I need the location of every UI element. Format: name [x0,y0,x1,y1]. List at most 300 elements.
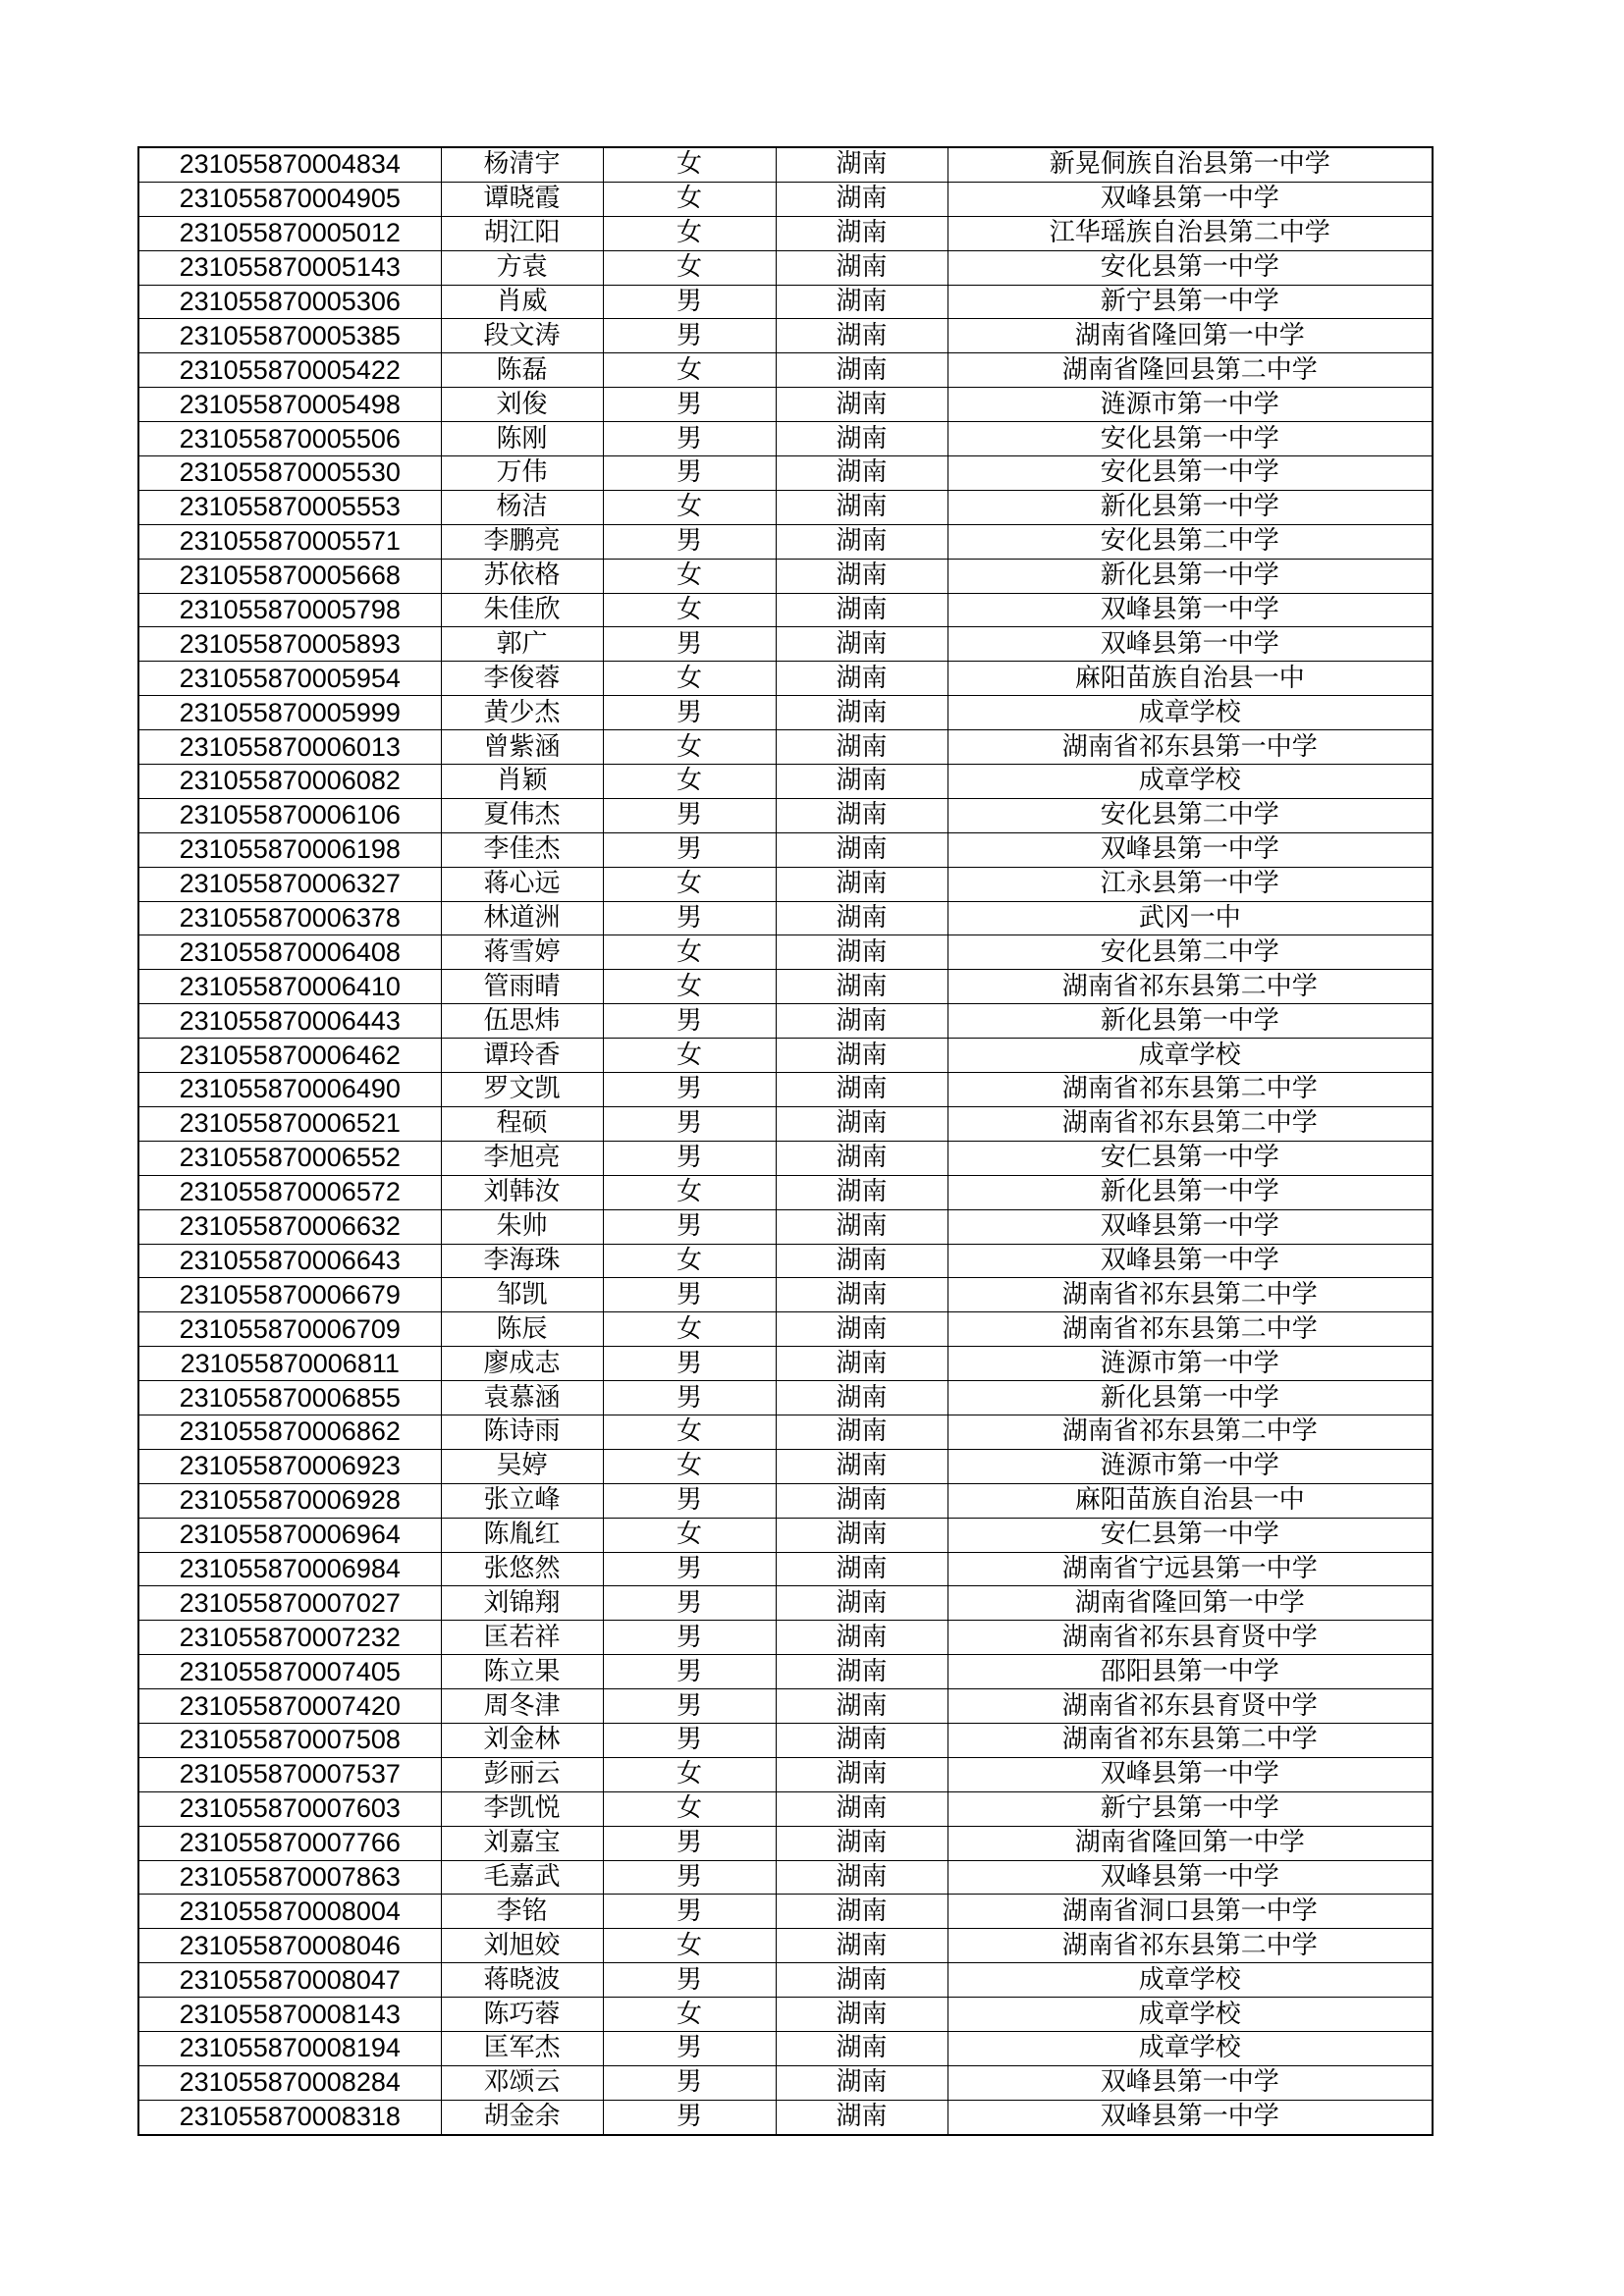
province-cell: 湖南 [776,1141,947,1175]
gender-cell: 女 [603,147,776,182]
table-row [138,1518,1433,1552]
gender-cell: 男 [603,1655,776,1689]
candidate-id-cell: 231055870007766 [138,1826,441,1860]
candidate-id-cell: 231055870008143 [138,1998,441,2032]
candidate-id-cell: 231055870004905 [138,182,441,216]
student-name-cell: 方袁 [441,250,603,285]
school-cell: 湖南省祁东县第二中学 [947,1278,1433,1312]
school-cell: 双峰县第一中学 [947,2100,1433,2134]
gender-cell: 女 [603,935,776,970]
gender-cell: 男 [603,1209,776,1244]
student-name-cell: 李铭 [441,1895,603,1929]
table-row [138,765,1433,799]
student-name-cell: 李凯悦 [441,1791,603,1826]
table-row [138,2065,1433,2100]
school-cell: 安化县第二中学 [947,798,1433,832]
province-cell: 湖南 [776,353,947,388]
student-name-cell: 曾紫涵 [441,730,603,765]
student-name-cell: 陈诗雨 [441,1415,603,1449]
table-row [138,1449,1433,1483]
school-cell: 湖南省隆回第一中学 [947,1826,1433,1860]
province-cell: 湖南 [776,1998,947,2032]
table-row [138,2100,1433,2134]
gender-cell: 男 [603,1483,776,1518]
gender-cell: 女 [603,1929,776,1963]
student-name-cell: 李俊蓉 [441,662,603,696]
table-row [138,593,1433,627]
province-cell: 湖南 [776,1723,947,1757]
candidate-id-cell: 231055870006013 [138,730,441,765]
gender-cell: 男 [603,524,776,559]
school-cell: 湖南省祁东县第二中学 [947,1929,1433,1963]
table-row [138,1963,1433,1998]
school-cell: 新晃侗族自治县第一中学 [947,147,1433,182]
table-row [138,1655,1433,1689]
school-cell: 涟源市第一中学 [947,1449,1433,1483]
school-cell: 武冈一中 [947,901,1433,935]
province-cell: 湖南 [776,662,947,696]
candidate-id-cell: 231055870005530 [138,456,441,491]
province-cell: 湖南 [776,2100,947,2134]
candidate-id-cell: 231055870005668 [138,559,441,593]
candidate-id-cell: 231055870005571 [138,524,441,559]
table-row [138,319,1433,353]
school-cell: 安化县第一中学 [947,250,1433,285]
school-cell: 新化县第一中学 [947,1175,1433,1209]
candidate-id-cell: 231055870006923 [138,1449,441,1483]
table-row [138,832,1433,867]
province-cell: 湖南 [776,524,947,559]
province-cell: 湖南 [776,593,947,627]
student-name-cell: 谭玲香 [441,1039,603,1073]
school-cell: 湖南省隆回县第二中学 [947,353,1433,388]
province-cell: 湖南 [776,1689,947,1724]
school-cell: 邵阳县第一中学 [947,1655,1433,1689]
gender-cell: 男 [603,901,776,935]
school-cell: 双峰县第一中学 [947,1757,1433,1791]
table-row [138,524,1433,559]
student-name-cell: 肖颖 [441,765,603,799]
province-cell: 湖南 [776,1312,947,1347]
school-cell: 双峰县第一中学 [947,832,1433,867]
table-row [138,1209,1433,1244]
gender-cell: 男 [603,1141,776,1175]
province-cell: 湖南 [776,319,947,353]
candidate-id-cell: 231055870006862 [138,1415,441,1449]
school-cell: 双峰县第一中学 [947,1244,1433,1278]
student-name-cell: 刘嘉宝 [441,1826,603,1860]
province-cell: 湖南 [776,490,947,524]
table-row [138,559,1433,593]
school-cell: 湖南省祁东县第二中学 [947,1073,1433,1107]
student-name-cell: 杨洁 [441,490,603,524]
gender-cell: 男 [603,2065,776,2100]
student-name-cell: 苏依格 [441,559,603,593]
candidate-id-cell: 231055870008318 [138,2100,441,2134]
province-cell: 湖南 [776,1518,947,1552]
candidate-id-cell: 231055870005306 [138,285,441,319]
student-name-cell: 陈巧蓉 [441,1998,603,2032]
candidate-id-cell: 231055870007420 [138,1689,441,1724]
table-row [138,1312,1433,1347]
student-name-cell: 刘韩汝 [441,1175,603,1209]
gender-cell: 男 [603,1723,776,1757]
student-name-cell: 蒋雪婷 [441,935,603,970]
table-row [138,1757,1433,1791]
school-cell: 新化县第一中学 [947,1004,1433,1039]
province-cell: 湖南 [776,2065,947,2100]
table-row [138,901,1433,935]
candidate-id-cell: 231055870005553 [138,490,441,524]
table-row [138,1073,1433,1107]
table-row [138,456,1433,491]
table-row [138,353,1433,388]
student-name-cell: 陈刚 [441,422,603,456]
student-name-cell: 张立峰 [441,1483,603,1518]
province-cell: 湖南 [776,285,947,319]
table-row [138,285,1433,319]
student-name-cell: 陈胤红 [441,1518,603,1552]
school-cell: 湖南省隆回第一中学 [947,1586,1433,1621]
table-row [138,1621,1433,1655]
student-name-cell: 陈立果 [441,1655,603,1689]
candidate-id-cell: 231055870005954 [138,662,441,696]
table-row [138,1552,1433,1586]
gender-cell: 女 [603,765,776,799]
school-cell: 双峰县第一中学 [947,1209,1433,1244]
candidate-id-cell: 231055870006572 [138,1175,441,1209]
gender-cell: 男 [603,1073,776,1107]
table-row [138,970,1433,1004]
province-cell: 湖南 [776,1106,947,1141]
province-cell: 湖南 [776,832,947,867]
school-cell: 安化县第一中学 [947,422,1433,456]
gender-cell: 男 [603,1552,776,1586]
student-name-cell: 程硕 [441,1106,603,1141]
province-cell: 湖南 [776,388,947,422]
gender-cell: 女 [603,216,776,250]
school-cell: 双峰县第一中学 [947,593,1433,627]
candidate-id-cell: 231055870006552 [138,1141,441,1175]
table-row [138,1483,1433,1518]
table-row [138,662,1433,696]
student-name-cell: 廖成志 [441,1347,603,1381]
candidate-id-cell: 231055870005143 [138,250,441,285]
province-cell: 湖南 [776,559,947,593]
province-cell: 湖南 [776,765,947,799]
school-cell: 新化县第一中学 [947,1381,1433,1415]
gender-cell: 男 [603,1621,776,1655]
province-cell: 湖南 [776,1381,947,1415]
table-row [138,1895,1433,1929]
gender-cell: 女 [603,1518,776,1552]
student-name-cell: 蒋晓波 [441,1963,603,1998]
school-cell: 成章学校 [947,1963,1433,1998]
province-cell: 湖南 [776,935,947,970]
candidate-id-cell: 231055870006964 [138,1518,441,1552]
gender-cell: 男 [603,285,776,319]
gender-cell: 男 [603,1826,776,1860]
school-cell: 成章学校 [947,696,1433,730]
gender-cell: 男 [603,319,776,353]
candidate-id-cell: 231055870006327 [138,867,441,901]
gender-cell: 男 [603,832,776,867]
table-row [138,1929,1433,1963]
gender-cell: 男 [603,1347,776,1381]
table-row [138,798,1433,832]
student-name-cell: 黄少杰 [441,696,603,730]
candidate-id-cell: 231055870007537 [138,1757,441,1791]
province-cell: 湖南 [776,627,947,662]
province-cell: 湖南 [776,696,947,730]
province-cell: 湖南 [776,1244,947,1278]
gender-cell: 女 [603,1998,776,2032]
student-name-cell: 周冬津 [441,1689,603,1724]
gender-cell: 男 [603,1689,776,1724]
table-row [138,422,1433,456]
student-name-cell: 管雨晴 [441,970,603,1004]
candidate-id-cell: 231055870007863 [138,1860,441,1895]
student-name-cell: 谭晓霞 [441,182,603,216]
gender-cell: 男 [603,1004,776,1039]
gender-cell: 男 [603,798,776,832]
school-cell: 安仁县第一中学 [947,1141,1433,1175]
gender-cell: 男 [603,1106,776,1141]
school-cell: 涟源市第一中学 [947,388,1433,422]
province-cell: 湖南 [776,798,947,832]
candidate-id-cell: 231055870006490 [138,1073,441,1107]
gender-cell: 女 [603,1415,776,1449]
gender-cell: 女 [603,1791,776,1826]
table-row [138,182,1433,216]
candidate-id-cell: 231055870007027 [138,1586,441,1621]
province-cell: 湖南 [776,216,947,250]
candidate-id-cell: 231055870006082 [138,765,441,799]
table-row [138,1860,1433,1895]
school-cell: 安仁县第一中学 [947,1518,1433,1552]
student-name-cell: 吴婷 [441,1449,603,1483]
candidate-id-cell: 231055870006106 [138,798,441,832]
school-cell: 湖南省祁东县育贤中学 [947,1689,1433,1724]
student-name-cell: 杨清宇 [441,147,603,182]
province-cell: 湖南 [776,1039,947,1073]
student-name-cell: 刘金林 [441,1723,603,1757]
student-name-cell: 郭广 [441,627,603,662]
student-name-cell: 胡金余 [441,2100,603,2134]
student-name-cell: 罗文凯 [441,1073,603,1107]
table-row [138,147,1433,182]
table-row [138,1141,1433,1175]
student-name-cell: 邹凯 [441,1278,603,1312]
student-name-cell: 肖威 [441,285,603,319]
province-cell: 湖南 [776,2031,947,2065]
province-cell: 湖南 [776,1347,947,1381]
gender-cell: 男 [603,422,776,456]
student-name-cell: 刘俊 [441,388,603,422]
candidate-id-cell: 231055870006462 [138,1039,441,1073]
school-cell: 麻阳苗族自治县一中 [947,1483,1433,1518]
province-cell: 湖南 [776,182,947,216]
school-cell: 双峰县第一中学 [947,2065,1433,2100]
table-row [138,867,1433,901]
gender-cell: 女 [603,662,776,696]
table-row [138,730,1433,765]
school-cell: 成章学校 [947,1039,1433,1073]
gender-cell: 女 [603,867,776,901]
student-name-cell: 夏伟杰 [441,798,603,832]
table-row [138,1381,1433,1415]
student-name-cell: 朱佳欣 [441,593,603,627]
candidate-id-cell: 231055870005012 [138,216,441,250]
student-name-cell: 胡江阳 [441,216,603,250]
candidate-id-cell: 231055870006378 [138,901,441,935]
gender-cell: 女 [603,1175,776,1209]
province-cell: 湖南 [776,901,947,935]
student-name-cell: 彭丽云 [441,1757,603,1791]
gender-cell: 男 [603,1963,776,1998]
table-row [138,1004,1433,1039]
gender-cell: 男 [603,1381,776,1415]
school-cell: 湖南省宁远县第一中学 [947,1552,1433,1586]
school-cell: 湖南省祁东县第二中学 [947,1312,1433,1347]
province-cell: 湖南 [776,1963,947,1998]
province-cell: 湖南 [776,1278,947,1312]
table-row [138,1278,1433,1312]
gender-cell: 女 [603,593,776,627]
gender-cell: 女 [603,182,776,216]
school-cell: 安化县第二中学 [947,524,1433,559]
province-cell: 湖南 [776,1621,947,1655]
gender-cell: 女 [603,1757,776,1791]
gender-cell: 女 [603,250,776,285]
candidate-id-cell: 231055870005893 [138,627,441,662]
student-name-cell: 陈磊 [441,353,603,388]
province-cell: 湖南 [776,970,947,1004]
school-cell: 江华瑶族自治县第二中学 [947,216,1433,250]
gender-cell: 女 [603,490,776,524]
student-name-cell: 伍思炜 [441,1004,603,1039]
table-row [138,1347,1433,1381]
candidate-id-cell: 231055870006521 [138,1106,441,1141]
school-cell: 新化县第一中学 [947,559,1433,593]
student-name-cell: 邓颂云 [441,2065,603,2100]
candidate-id-cell: 231055870005385 [138,319,441,353]
candidate-id-cell: 231055870005506 [138,422,441,456]
gender-cell: 男 [603,696,776,730]
province-cell: 湖南 [776,1895,947,1929]
school-cell: 江永县第一中学 [947,867,1433,901]
school-cell: 湖南省洞口县第一中学 [947,1895,1433,1929]
table-row [138,1689,1433,1724]
province-cell: 湖南 [776,1175,947,1209]
province-cell: 湖南 [776,1449,947,1483]
province-cell: 湖南 [776,456,947,491]
school-cell: 涟源市第一中学 [947,1347,1433,1381]
table-row [138,1791,1433,1826]
student-name-cell: 李海珠 [441,1244,603,1278]
table-row [138,2031,1433,2065]
gender-cell: 男 [603,1895,776,1929]
school-cell: 双峰县第一中学 [947,627,1433,662]
school-cell: 湖南省祁东县第二中学 [947,1723,1433,1757]
province-cell: 湖南 [776,1860,947,1895]
table-row [138,1998,1433,2032]
candidate-id-cell: 231055870008284 [138,2065,441,2100]
province-cell: 湖南 [776,867,947,901]
province-cell: 湖南 [776,1073,947,1107]
gender-cell: 男 [603,456,776,491]
candidate-id-cell: 231055870006984 [138,1552,441,1586]
gender-cell: 女 [603,559,776,593]
table-row [138,696,1433,730]
candidate-id-cell: 231055870006408 [138,935,441,970]
school-cell: 湖南省祁东县第二中学 [947,970,1433,1004]
school-cell: 成章学校 [947,2031,1433,2065]
province-cell: 湖南 [776,730,947,765]
candidate-id-cell: 231055870006928 [138,1483,441,1518]
candidate-id-cell: 231055870005498 [138,388,441,422]
table-row [138,1244,1433,1278]
student-name-cell: 段文涛 [441,319,603,353]
student-name-cell: 蒋心远 [441,867,603,901]
province-cell: 湖南 [776,1483,947,1518]
candidate-id-cell: 231055870006643 [138,1244,441,1278]
table-row [138,490,1433,524]
gender-cell: 男 [603,1860,776,1895]
province-cell: 湖南 [776,250,947,285]
candidate-id-cell: 231055870006410 [138,970,441,1004]
candidate-id-cell: 231055870006198 [138,832,441,867]
candidate-id-cell: 231055870008194 [138,2031,441,2065]
candidate-id-cell: 231055870006855 [138,1381,441,1415]
student-name-cell: 毛嘉武 [441,1860,603,1895]
roster-table [137,146,1434,2136]
gender-cell: 女 [603,730,776,765]
candidate-id-cell: 231055870006632 [138,1209,441,1244]
school-cell: 湖南省祁东县第一中学 [947,730,1433,765]
table-row [138,388,1433,422]
province-cell: 湖南 [776,1004,947,1039]
gender-cell: 女 [603,1244,776,1278]
province-cell: 湖南 [776,1209,947,1244]
school-cell: 安化县第一中学 [947,456,1433,491]
school-cell: 湖南省隆回第一中学 [947,319,1433,353]
school-cell: 安化县第二中学 [947,935,1433,970]
school-cell: 新宁县第一中学 [947,1791,1433,1826]
province-cell: 湖南 [776,1929,947,1963]
table-row [138,1039,1433,1073]
table-row [138,1826,1433,1860]
school-cell: 新宁县第一中学 [947,285,1433,319]
table-row [138,1586,1433,1621]
student-name-cell: 匡若祥 [441,1621,603,1655]
province-cell: 湖南 [776,1586,947,1621]
gender-cell: 男 [603,1586,776,1621]
gender-cell: 女 [603,1312,776,1347]
student-name-cell: 刘旭姣 [441,1929,603,1963]
candidate-id-cell: 231055870007603 [138,1791,441,1826]
school-cell: 湖南省祁东县第二中学 [947,1106,1433,1141]
province-cell: 湖南 [776,1757,947,1791]
student-name-cell: 万伟 [441,456,603,491]
candidate-id-cell: 231055870006811 [138,1347,441,1381]
province-cell: 湖南 [776,1791,947,1826]
student-name-cell: 袁慕涵 [441,1381,603,1415]
province-cell: 湖南 [776,147,947,182]
candidate-id-cell: 231055870008047 [138,1963,441,1998]
table-row [138,627,1433,662]
province-cell: 湖南 [776,422,947,456]
